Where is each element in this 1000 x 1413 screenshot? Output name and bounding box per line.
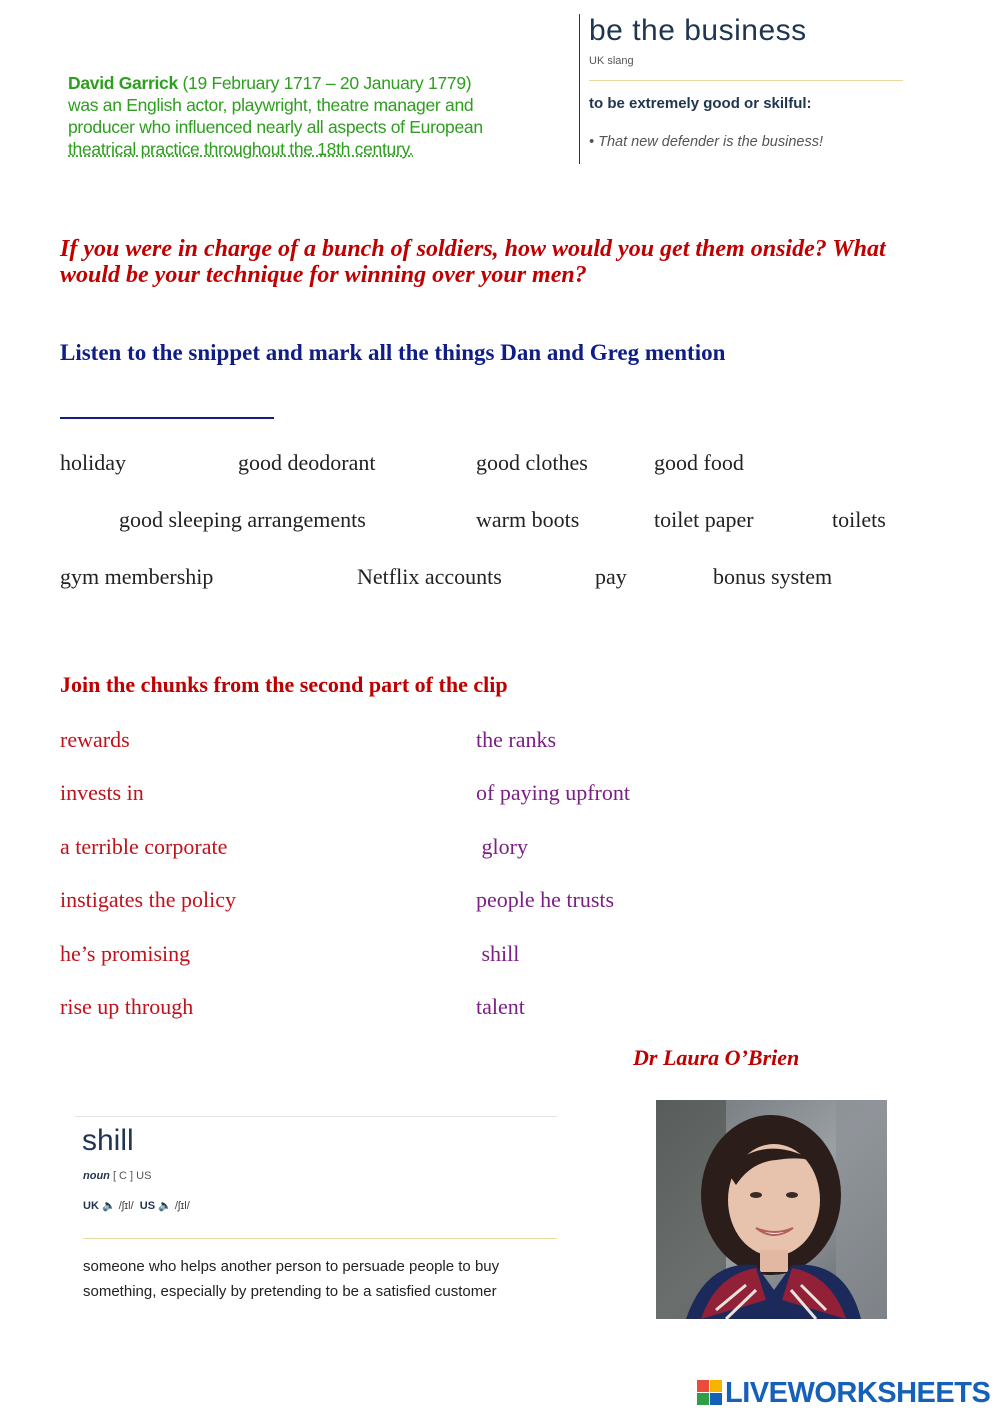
listen-instruction: Listen to the snippet and mark all the things Dan and Greg mention <box>60 340 726 365</box>
garrick-line-2: was an English actor, playwright, theatre manager and <box>68 95 474 115</box>
shill-rule <box>83 1238 557 1239</box>
shill-def-line-2: something, especially by pretending to be a satisfied customer <box>83 1283 497 1300</box>
word-option[interactable]: pay <box>595 564 627 589</box>
chunk-left[interactable]: he’s promising <box>60 941 191 966</box>
shill-def-line-1: someone who helps another person to persuade people to buy <box>83 1258 500 1275</box>
shill-definition <box>83 1254 563 1304</box>
garrick-info <box>68 72 580 160</box>
word-option[interactable]: Netflix accounts <box>357 564 502 589</box>
business-example: • That new defender is the business! <box>589 134 823 150</box>
chunk-left[interactable]: invests in <box>60 780 144 805</box>
garrick-name: David Garrick <box>68 73 178 93</box>
word-option[interactable]: good food <box>654 450 744 475</box>
business-rule <box>589 80 903 81</box>
portrait-photo <box>656 1100 887 1319</box>
word-option[interactable]: toilets <box>832 507 886 532</box>
chunk-right[interactable]: the ranks <box>476 727 557 752</box>
chunk-right[interactable]: people he trusts <box>476 887 615 912</box>
chunk-left[interactable]: a terrible corporate <box>60 834 228 859</box>
shill-pronunciation <box>83 1199 190 1212</box>
shill-title: shill <box>82 1124 134 1157</box>
word-option[interactable]: gym membership <box>60 564 214 589</box>
speaker-icon[interactable]: 🔈 <box>158 1200 172 1212</box>
word-option[interactable]: good deodorant <box>238 450 376 475</box>
business-title: be the business <box>589 14 807 47</box>
word-option[interactable]: toilet paper <box>654 507 754 532</box>
uk-ipa: /ʃɪl/ <box>118 1200 134 1212</box>
garrick-line-4: theatrical practice throughout the 18th century. <box>68 139 414 159</box>
chunk-left[interactable]: rewards <box>60 727 130 752</box>
uk-label: UK <box>83 1200 99 1212</box>
shill-gram-code: [ C ] US <box>109 1170 152 1182</box>
word-option[interactable]: bonus system <box>713 564 833 589</box>
speaker-icon[interactable]: 🔈 <box>101 1200 116 1212</box>
business-tag: UK slang <box>589 55 634 67</box>
word-option[interactable]: good sleeping arrangements <box>119 507 366 532</box>
us-ipa: /ʃɪl/ <box>174 1200 190 1212</box>
shill-grammar <box>83 1170 151 1182</box>
divider-line <box>579 14 580 164</box>
chunk-right[interactable]: of paying upfront <box>476 780 630 805</box>
word-option[interactable]: good clothes <box>476 450 588 475</box>
answer-blank[interactable] <box>60 417 274 419</box>
person-name: Dr Laura O’Brien <box>633 1045 800 1070</box>
logo-text: LIVEWORKSHEETS <box>725 1376 991 1409</box>
chunk-right[interactable]: shill <box>476 941 520 966</box>
chunk-left[interactable]: instigates the policy <box>60 887 236 912</box>
garrick-line-3: producer who influenced nearly all aspects of European <box>68 117 483 137</box>
liveworksheets-logo[interactable] <box>697 1376 990 1410</box>
chunk-right[interactable]: talent <box>476 994 525 1019</box>
portrait-image <box>656 1100 887 1319</box>
word-option[interactable]: warm boots <box>476 507 580 532</box>
garrick-dates: (19 February 1717 – 20 January 1779) <box>177 73 472 93</box>
us-label: US <box>139 1200 156 1212</box>
chunk-left[interactable]: rise up through <box>60 994 194 1019</box>
chunk-right[interactable]: glory <box>476 834 528 859</box>
discussion-question: If you were in charge of a bunch of soldiers, how would you get them onside? What would be your technique for winning over your men? <box>60 236 886 288</box>
shill-top-rule <box>75 1116 557 1117</box>
join-instruction: Join the chunks from the second part of the clip <box>60 672 508 697</box>
shill-pos: noun <box>83 1170 110 1182</box>
business-definition: to be extremely good or skilful: <box>589 95 812 112</box>
logo-mark-icon <box>697 1380 723 1406</box>
word-option[interactable]: holiday <box>60 450 126 475</box>
